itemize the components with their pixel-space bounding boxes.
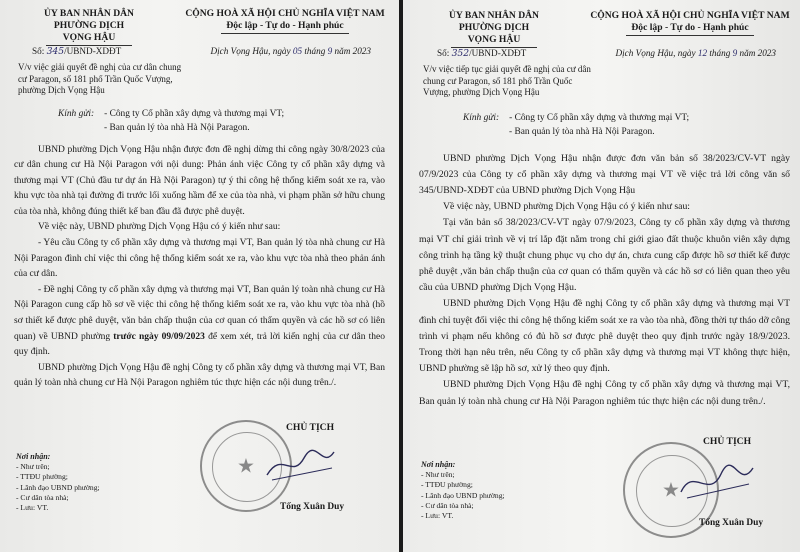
document-date: Dịch Vọng Hậu, ngày 05 tháng 9 năm 2023 <box>210 46 371 56</box>
authority-line-2: PHƯỜNG DỊCH VỌNG HẬU <box>451 22 537 48</box>
document-meta <box>14 46 385 60</box>
body-paragraph: UBND phường Dịch Vọng Hậu đề nghị Công ty cổ phần xây dựng và thương mại VT, Ban quản lý toàn nhà chung cư Hà Nội Paragon nghiêm túc thực hiện các nội dung trên./. <box>419 379 790 407</box>
signature-block <box>703 436 751 447</box>
motto-line: Độc lập - Tự do - Hạnh phúc <box>626 22 754 36</box>
recipient-1: - Công ty Cổ phần xây dựng và thương mại VT; <box>509 112 690 123</box>
body-paragraph: UBND phường Dịch Vọng Hậu đề nghị Công ty cổ phần xây dựng và thương mại VT đình chỉ tuyệt đối việc thi công hệ thống kiểm soát xe ra vào tòa nhà, đồng thời tự tháo dỡ công trình vi phạm nếu không có đủ hồ sơ được phê duyệt theo quy định trước ngày 18/9/2023. Trong thời hạn nêu trên, nếu Công ty cổ phần xây dựng và thương mại VT không thực hiện, UBND phường sẽ lập hồ sơ, xử lý theo quy định. <box>419 298 790 375</box>
recipient-2: - Ban quản lý tòa nhà Hà Nội Paragon. <box>104 122 250 133</box>
seal-star-icon: ★ <box>237 455 255 478</box>
deadline-text: trước ngày 09/09/2023 <box>113 331 205 342</box>
document-page-right <box>403 0 800 552</box>
recipient-list-item: - TTĐU phường; <box>421 480 473 490</box>
recipient-list <box>421 460 505 521</box>
document-subject: V/v việc giải quyết đề nghị của cư dân chung cư Paragon, số 181 phố Trần Quốc Vượng, phường Dịch Vọng Hậu <box>18 62 182 95</box>
document-header <box>419 10 790 48</box>
document-date: Dịch Vọng Hậu, ngày 12 tháng 9 năm 2023 <box>615 48 776 58</box>
recipient-1: - Công ty Cổ phần xây dựng và thương mại VT; <box>104 108 285 119</box>
recipient-list-item: - TTĐU phường; <box>16 472 68 482</box>
signature-block <box>286 422 334 433</box>
recipients-label: Kính gửi: <box>463 112 500 123</box>
recipient-list-item: - Như trên; <box>421 470 455 480</box>
body-paragraph: UBND phường Dịch Vọng Hậu đề nghị Công ty cổ phần xây dựng và thương mại VT, Ban quản lý toàn nhà chung cư Hà Nội Paragon nghiêm túc thực hiện các nội dung trên./. <box>14 362 385 389</box>
signer-name: Tống Xuân Duy <box>699 518 764 528</box>
issuing-authority <box>14 8 164 46</box>
motto-line: Độc lập - Tự do - Hạnh phúc <box>221 20 349 34</box>
body-paragraph: Tại văn bản số 38/2023/CV-VT ngày 07/9/2023, Công ty cổ phần xây dựng và thương mại VT chỉ giải trình về vị trí lắp đặt nằm trong chỉ giới giao đất thuộc khuôn viên xây dựng công trình hạ tầng kỹ thuật chung phục vụ cho dự án, chưa cung cấp được hồ sơ thiết kế được phê duyệt ,văn bản chấp thuận của cơ quan có thẩm quyền và các hồ sơ có liên quan theo yêu cầu của UBND phường Dịch Vọng Hậu. <box>419 217 790 294</box>
document-meta <box>419 48 790 62</box>
document-body <box>419 151 790 410</box>
body-paragraph: Về việc này, UBND phường Dịch Vọng Hậu có ý kiến như sau: <box>443 201 691 213</box>
national-motto <box>185 8 385 34</box>
recipient-list-heading: Nơi nhận: <box>16 452 51 461</box>
recipient-list-item: - Cư dân tòa nhà; <box>16 492 69 502</box>
recipient-list-item: - Lưu: VT. <box>421 511 454 521</box>
recipient-2: - Ban quản lý tòa nhà Hà Nội Paragon. <box>509 126 655 137</box>
authority-line-2: PHƯỜNG DỊCH VỌNG HẬU <box>46 20 132 46</box>
recipient-list-item: - Lãnh đạo UBND phường; <box>16 482 100 492</box>
recipient-list-item: - Lãnh đạo UBND phường; <box>421 490 505 500</box>
document-subject: V/v việc tiếp tục giải quyết đề nghị của cư dân chung cư Paragon, số 181 phố Trần Quốc Vượng, phường Dịch Vọng Hậu <box>423 64 591 97</box>
signer-title: CHỦ TỊCH <box>703 436 752 447</box>
nation-name: CỘNG HOÀ XÃ HỘI CHỦ NGHĨA VIỆT NAM <box>590 10 790 21</box>
recipient-list-item: - Như trên; <box>16 462 50 472</box>
document-body <box>14 143 385 393</box>
recipients-label: Kính gửi: <box>58 108 95 119</box>
recipient-list <box>16 452 100 513</box>
signer-title: CHỦ TỊCH <box>286 422 335 433</box>
national-motto <box>590 10 790 36</box>
document-page-left <box>0 0 399 552</box>
handwritten-number: 345 <box>46 46 65 57</box>
recipients-block <box>58 107 385 135</box>
handwritten-signature <box>675 458 759 508</box>
seal-star-icon: ★ <box>662 479 680 502</box>
document-number: Số: 345/UBND-XDĐT <box>32 46 122 57</box>
recipient-list-item: - Lưu: VT. <box>16 503 49 513</box>
body-paragraph: UBND phường Dịch Vọng Hậu nhận được đơn đề nghị dừng thi công ngày 30/8/2023 của cư dân chung cư Hà Nội Paragon với nội dung: Phản ánh việc Công ty cổ phần xây dựng và thương mại VT (Chủ đầu tư dự án Hà Nội Paragon) tự ý thi công hệ thống kiểm soát xe ra, vào khu vực tòa nhà tại đường đi trước lối xuống hầm để xe của tòa nhà, vi phạm phần sở hữu chung của tòa nhà, không đúng thiết kế ban đầu đã được phê duyệt. <box>14 144 385 217</box>
nation-name: CỘNG HOÀ XÃ HỘI CHỦ NGHĨA VIỆT NAM <box>185 8 385 19</box>
recipient-list-item: - Cư dân tòa nhà; <box>421 500 474 510</box>
body-paragraph: - Yêu cầu Công ty cổ phần xây dựng và thương mại VT, Ban quản lý tòa nhà chung cư Hà Nội Paragon đình chỉ việc thi công hệ thống kiểm soát xe ra, vào khu vực tòa nhà theo phản ánh của cư dân. <box>14 238 385 280</box>
recipient-list-heading: Nơi nhận: <box>421 460 456 469</box>
authority-line-1: ỦY BAN NHÂN DÂN <box>44 8 134 19</box>
handwritten-signature <box>262 440 342 490</box>
authority-line-1: ỦY BAN NHÂN DÂN <box>449 10 539 21</box>
handwritten-number: 352 <box>451 48 470 59</box>
recipients-block <box>463 111 790 139</box>
body-paragraph: UBND phường Dịch Vọng Hậu nhận được đơn văn bản số 38/2023/CV-VT ngày 07/9/2023 của Công ty cổ phần xây dựng và thương mại VT về việc trả lời công văn số 345/UBND-XDĐT của UBND phường Dịch Vọng Hậu <box>419 152 790 196</box>
signer-name: Tống Xuân Duy <box>280 502 345 512</box>
document-number: Số: 352/UBND-XDĐT <box>437 48 527 59</box>
document-header <box>14 8 385 46</box>
body-paragraph: Về việc này, UBND phường Dịch Vọng Hậu có ý kiến như sau: <box>38 222 281 233</box>
issuing-authority <box>419 10 569 48</box>
signer-name-block <box>280 502 344 512</box>
signer-name-block <box>699 518 763 528</box>
body-paragraph: - Đề nghị Công ty cổ phần xây dựng và thương mại VT, Ban quản lý toàn nhà chung cư Hà Nội Paragon cung cấp hồ sơ về việc thi công hệ thống kiểm soát xe ra, vào khu vực tòa nhà (hồ sơ thiết kế được phê duyệt, văn bản chấp thuận của cơ quan có thẩm quyền và các hồ sơ có liên quan) về UBND phường trước ngày 09/09/2023 để xem xét, trả lời kiến nghị của cư dân theo quy định. <box>14 284 386 358</box>
